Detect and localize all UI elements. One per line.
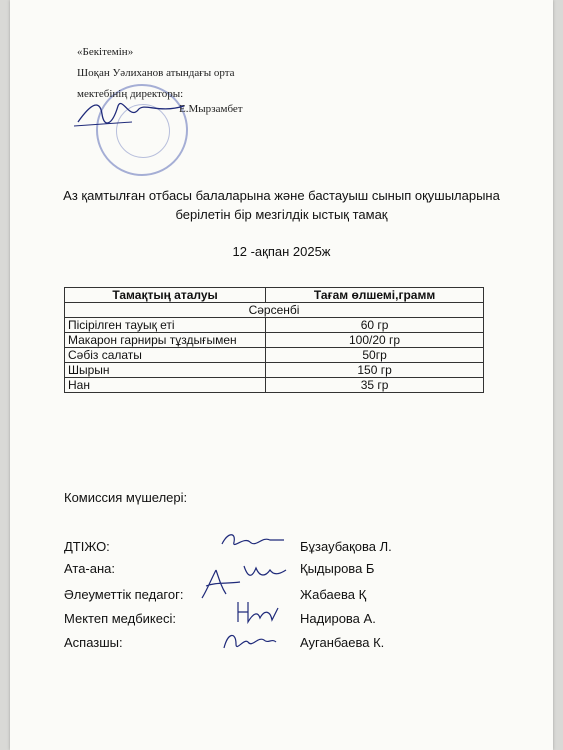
dish-amount: 50гр [266,348,484,363]
title-line-2: берілетін бір мезгілдік ыстық тамақ [175,207,388,222]
director-signature [72,92,192,132]
member-name: Жабаева Қ [300,587,367,602]
table-row [65,333,484,348]
day-row [65,303,484,318]
dish-amount: 100/20 гр [266,333,484,348]
table-row [65,348,484,363]
title-line-1: Аз қамтылған отбасы балаларына және бастауыш сынып оқушыларына [63,188,500,203]
day-label: Сәрсенбі [65,303,484,318]
dish-name: Макарон гарниры тұздығымен [65,333,266,348]
column-header-amount: Тағам өлшемі,грамм [266,288,484,303]
dish-amount: 35 гр [266,378,484,393]
member-role: ДТІЖО: [64,539,110,554]
table-header-row [65,288,484,303]
signature-4 [232,598,282,628]
member-role: Әлеуметтік педагог: [64,587,184,602]
table-row [65,363,484,378]
member-name: Қыдырова Б [300,561,375,576]
member-name: Ауганбаева К. [300,635,385,650]
signature-5 [218,628,278,656]
dish-name: Пісірілген тауық еті [65,318,266,333]
column-header-dish: Тамақтың аталуы [65,288,266,303]
member-role: Ата-ана: [64,561,116,576]
dish-amount: 150 гр [266,363,484,378]
signature-3 [196,568,246,602]
approval-heading: «Бекітемін» [77,46,134,58]
signature-2 [240,560,290,584]
approval-position: мектебінің директоры: [77,88,184,100]
menu-table [64,287,484,393]
dish-name: Шырын [65,363,266,378]
approval-school: Шоқан Уәлиханов атындағы орта [77,67,235,79]
dish-name: Сәбіз салаты [65,348,266,363]
table-row [65,318,484,333]
member-role: Аспазшы: [64,635,123,650]
document-date: 12 -ақпан 2025ж [232,244,331,259]
dish-amount: 60 гр [266,318,484,333]
document-title [60,186,503,224]
director-name: Е.Мырзамбет [179,103,243,115]
dish-name: Нан [65,378,266,393]
member-name: Бұзаубақова Л. [300,539,392,554]
commission-heading: Комиссия мүшелері: [64,490,188,505]
signature-1 [218,528,288,554]
table-row [65,378,484,393]
member-role: Мектеп медбикесі: [64,611,176,626]
member-name: Надирова А. [300,611,376,626]
